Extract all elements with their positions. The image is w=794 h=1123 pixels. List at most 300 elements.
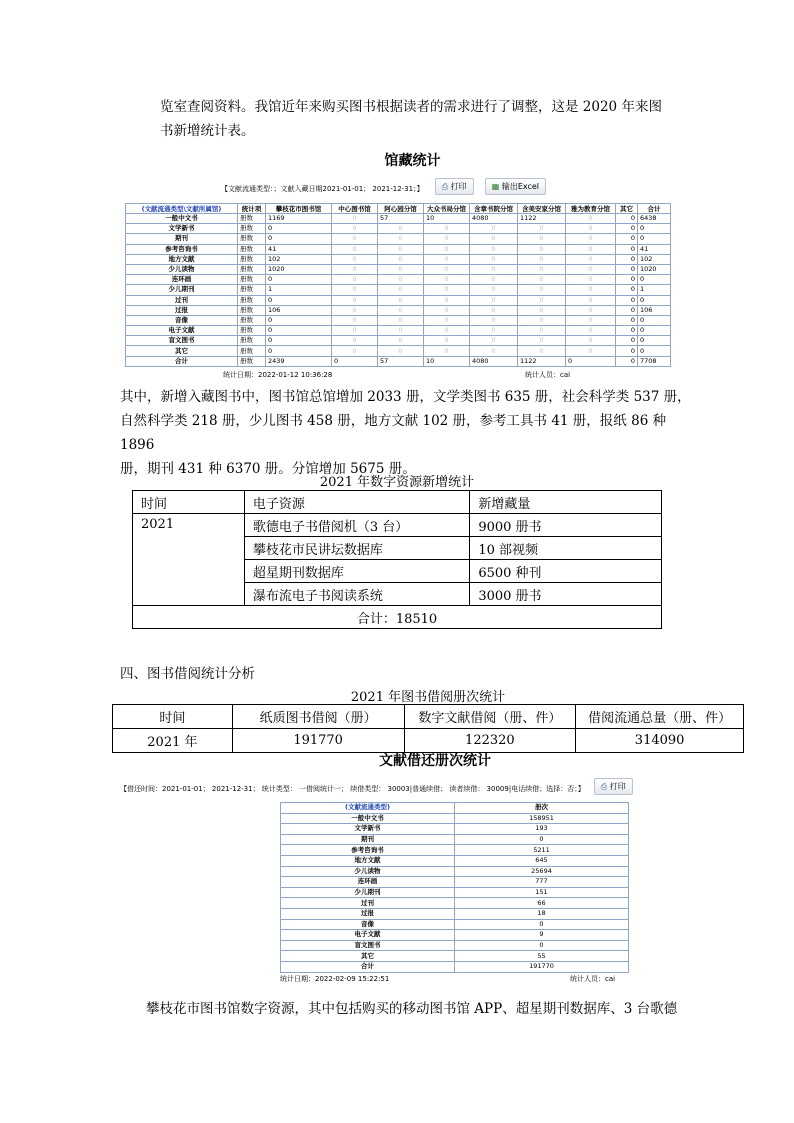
category-cell: 一般中文书 <box>281 813 455 824</box>
value-cell: 0 <box>518 244 566 254</box>
value-cell: 0 <box>266 336 332 346</box>
value-cell: 0 <box>616 295 638 305</box>
value-cell: 0 <box>566 224 616 234</box>
table-row <box>126 295 671 305</box>
value-cell: 0 <box>424 336 470 346</box>
count-cell: 5211 <box>455 845 629 856</box>
value-cell: 0 <box>638 346 671 356</box>
export-excel-button[interactable] <box>485 178 546 195</box>
column-header[interactable]: (文献流通类型) <box>281 803 455 814</box>
value-cell: 10 <box>424 356 470 366</box>
value-cell: 0 <box>266 326 332 336</box>
value-cell: 0 <box>266 295 332 305</box>
column-header: 含章书院分馆 <box>470 204 518 214</box>
value-cell: 0 <box>566 285 616 295</box>
value-cell: 0 <box>332 336 378 346</box>
value-cell: 1 <box>266 285 332 295</box>
value-cell: 0 <box>638 336 671 346</box>
print-button[interactable] <box>435 178 474 195</box>
value-cell: 0 <box>616 305 638 315</box>
section-heading: 四、图书借阅统计分析 <box>120 666 255 682</box>
table-header-row <box>281 803 629 814</box>
value-cell: 0 <box>470 295 518 305</box>
item-cell: 册数 <box>238 234 266 244</box>
value-cell: 0 <box>378 336 424 346</box>
value-cell: 0 <box>378 326 424 336</box>
value-cell: 0 <box>518 326 566 336</box>
table-row <box>126 305 671 315</box>
category-cell: 过报 <box>126 305 238 315</box>
collection-stats-title: 馆藏统计 <box>384 153 441 169</box>
category-cell: 连环画 <box>281 877 455 888</box>
column-header: 纸质图书借阅（册） <box>232 705 404 729</box>
collection-summary-paragraph <box>120 385 700 481</box>
table-row <box>126 264 671 274</box>
value-cell: 0 <box>332 305 378 315</box>
value-cell: 0 <box>616 356 638 366</box>
value-cell: 102 <box>638 254 671 264</box>
value-cell: 0 <box>332 254 378 264</box>
value-cell: 10 <box>424 214 470 224</box>
value-cell: 2439 <box>266 356 332 366</box>
resource-cell: 歌德电子书借阅机（3 台） <box>244 514 470 537</box>
value-cell: 0 <box>616 214 638 224</box>
table-row <box>281 919 629 930</box>
table-row <box>126 326 671 336</box>
value-cell: 4080 <box>470 214 518 224</box>
value-cell: 1122 <box>518 214 566 224</box>
value-cell: 0 <box>332 285 378 295</box>
table-row <box>126 244 671 254</box>
category-cell: 音像 <box>126 315 238 325</box>
category-cell: 文学新书 <box>126 224 238 234</box>
value-cell: 0 <box>566 326 616 336</box>
value-cell: 0 <box>424 224 470 234</box>
value-cell: 0 <box>616 315 638 325</box>
table-row <box>126 224 671 234</box>
value-cell: 0 <box>470 264 518 274</box>
value-cell: 0 <box>266 224 332 234</box>
collection-filter-text: 【文献流通类型：；文献入藏日期2021-01-01； 2021-12-31；】 <box>221 185 424 193</box>
value-cell: 0 <box>332 234 378 244</box>
count-cell: 55 <box>455 951 629 962</box>
table-row <box>281 813 629 824</box>
value-cell: 0 <box>518 336 566 346</box>
value-cell: 0 <box>378 295 424 305</box>
value-cell: 0 <box>378 254 424 264</box>
value-cell: 1169 <box>266 214 332 224</box>
value-cell: 0 <box>518 305 566 315</box>
category-cell: 过刊 <box>126 295 238 305</box>
value-cell: 0 <box>424 305 470 315</box>
table-row <box>126 346 671 356</box>
value-cell: 0 <box>518 264 566 274</box>
column-header: 合计 <box>638 204 671 214</box>
value-cell: 7708 <box>638 356 671 366</box>
table-row <box>126 285 671 295</box>
table-total-row <box>133 606 662 629</box>
value-cell: 0 <box>266 234 332 244</box>
borrow-footer-date: 统计日期：2022-02-09 15:22:51 <box>280 975 390 983</box>
value-cell: 0 <box>470 315 518 325</box>
value-cell: 0 <box>470 224 518 234</box>
value-cell: 0 <box>424 285 470 295</box>
borrow-footer-user: 统计人员：cai <box>570 975 616 983</box>
value-cell: 0 <box>266 346 332 356</box>
summary-line: 册，期刊 431 种 6370 册。分馆增加 5675 册。 <box>120 461 416 477</box>
collection-footer-date: 统计日期：2022-01-12 10:36:28 <box>223 370 333 379</box>
value-cell: 0 <box>424 254 470 264</box>
value-cell: 0 <box>266 315 332 325</box>
value-cell: 0 <box>616 264 638 274</box>
count-cell: 25694 <box>455 866 629 877</box>
value-cell: 0 <box>566 214 616 224</box>
value-cell: 0 <box>638 326 671 336</box>
category-cell: 其它 <box>281 951 455 962</box>
value-cell: 0 <box>332 356 378 366</box>
amount-cell: 6500 种刊 <box>470 560 662 583</box>
value-cell: 4080 <box>470 356 518 366</box>
value-cell: 0 <box>378 244 424 254</box>
item-cell: 册数 <box>238 285 266 295</box>
value-cell: 0 <box>470 234 518 244</box>
table-row <box>126 275 671 285</box>
table-cell: 191770 <box>232 729 404 753</box>
borrow-summary-table <box>112 704 744 753</box>
column-header: 攀枝花市图书馆 <box>266 204 332 214</box>
printer-icon: ⎙ <box>441 182 449 191</box>
table-row <box>281 877 629 888</box>
value-cell: 0 <box>566 305 616 315</box>
print-button-label: 打印 <box>450 182 467 191</box>
count-cell: 18 <box>455 908 629 919</box>
value-cell: 0 <box>566 336 616 346</box>
value-cell: 0 <box>332 275 378 285</box>
item-cell: 册数 <box>238 254 266 264</box>
table-row <box>126 214 671 224</box>
collection-stats-table <box>125 203 671 367</box>
digital-resources-table <box>132 490 662 629</box>
table-row <box>281 834 629 845</box>
table-row <box>281 908 629 919</box>
category-cell: 少儿读物 <box>281 866 455 877</box>
column-header: 阿心园分馆 <box>378 204 424 214</box>
value-cell: 0 <box>518 346 566 356</box>
value-cell: 106 <box>266 305 332 315</box>
item-cell: 册数 <box>238 264 266 274</box>
value-cell: 0 <box>616 346 638 356</box>
column-header: 册次 <box>455 803 629 814</box>
value-cell: 0 <box>470 305 518 315</box>
category-cell: 期刊 <box>126 234 238 244</box>
value-cell: 0 <box>378 305 424 315</box>
value-cell: 0 <box>424 264 470 274</box>
value-cell: 0 <box>616 326 638 336</box>
column-header: 时间 <box>113 705 233 729</box>
table-header-row <box>113 705 744 729</box>
value-cell: 1020 <box>266 264 332 274</box>
value-cell: 0 <box>332 244 378 254</box>
table-row <box>281 824 629 835</box>
borrow-filter-text: 【借还时间：2021-01-01； 2021-12-31； 统计类型： 一借阅统计一； 续借类型： 30003|普通续借； 读者续借： 30009|电话续借；选择：否；】 <box>120 785 585 793</box>
print-button[interactable] <box>594 778 633 795</box>
column-header: 中心图书馆 <box>332 204 378 214</box>
excel-icon: ▦ <box>491 182 500 191</box>
count-cell: 158951 <box>455 813 629 824</box>
borrow-stats-table <box>280 802 629 973</box>
column-header: 数字文献借阅（册、件） <box>404 705 576 729</box>
value-cell: 1020 <box>638 264 671 274</box>
category-cell: 电子文献 <box>281 930 455 941</box>
value-cell: 0 <box>378 234 424 244</box>
value-cell: 0 <box>638 295 671 305</box>
value-cell: 0 <box>424 326 470 336</box>
amount-cell: 10 部视频 <box>470 537 662 560</box>
value-cell: 0 <box>424 295 470 305</box>
value-cell: 41 <box>638 244 671 254</box>
value-cell: 0 <box>566 234 616 244</box>
count-cell: 0 <box>455 919 629 930</box>
value-cell: 0 <box>566 264 616 274</box>
table-cell: 2021 年 <box>113 729 233 753</box>
value-cell: 0 <box>378 285 424 295</box>
value-cell: 0 <box>378 275 424 285</box>
value-cell: 6438 <box>638 214 671 224</box>
collection-stats-screenshot <box>125 150 670 381</box>
value-cell: 0 <box>638 275 671 285</box>
value-cell: 0 <box>566 244 616 254</box>
value-cell: 0 <box>638 224 671 234</box>
category-cell: 期刊 <box>281 834 455 845</box>
value-cell: 0 <box>638 315 671 325</box>
value-cell: 0 <box>332 346 378 356</box>
value-cell: 0 <box>424 234 470 244</box>
export-excel-button-label: 输出Excel <box>501 182 540 191</box>
table-header-row <box>133 491 662 514</box>
value-cell: 0 <box>470 275 518 285</box>
value-cell: 57 <box>378 214 424 224</box>
item-cell: 册数 <box>238 214 266 224</box>
value-cell: 0 <box>424 346 470 356</box>
value-cell: 0 <box>332 214 378 224</box>
value-cell: 0 <box>266 275 332 285</box>
intro-paragraph <box>160 95 700 143</box>
category-cell: 一般中文书 <box>126 214 238 224</box>
table-row <box>126 336 671 346</box>
category-cell: 地方文献 <box>281 855 455 866</box>
column-header: 借阅流通总量（册、件） <box>576 705 744 729</box>
category-cell: 文学新书 <box>281 824 455 835</box>
category-cell: 少儿期刊 <box>126 285 238 295</box>
category-cell: 参考咨询书 <box>281 845 455 856</box>
digital-table-caption: 2021 年数字资源新增统计 <box>319 475 475 490</box>
table-row <box>281 898 629 909</box>
table-row <box>281 940 629 951</box>
borrow-stats-title: 文献借还册次统计 <box>379 753 491 769</box>
table-cell: 122320 <box>404 729 576 753</box>
table-row <box>281 866 629 877</box>
value-cell: 0 <box>332 315 378 325</box>
resource-cell: 瀑布流电子书阅读系统 <box>244 583 470 606</box>
column-header[interactable]: (文献流通类型\文献所属馆) <box>126 204 238 214</box>
item-cell: 册数 <box>238 315 266 325</box>
count-cell: 0 <box>455 940 629 951</box>
value-cell: 0 <box>566 295 616 305</box>
value-cell: 0 <box>470 254 518 264</box>
value-cell: 0 <box>518 254 566 264</box>
category-cell: 连环画 <box>126 275 238 285</box>
value-cell: 0 <box>332 295 378 305</box>
value-cell: 1122 <box>518 356 566 366</box>
table-row <box>113 729 744 753</box>
value-cell: 0 <box>616 336 638 346</box>
value-cell: 0 <box>378 224 424 234</box>
value-cell: 0 <box>616 234 638 244</box>
count-cell: 777 <box>455 877 629 888</box>
value-cell: 0 <box>424 244 470 254</box>
count-cell: 151 <box>455 887 629 898</box>
item-cell: 册数 <box>238 275 266 285</box>
intro-line: 书新增统计表。 <box>160 123 255 139</box>
value-cell: 0 <box>518 315 566 325</box>
column-header: 统计项 <box>238 204 266 214</box>
total-cell: 合计：18510 <box>133 606 662 629</box>
count-cell: 9 <box>455 930 629 941</box>
table-row <box>281 930 629 941</box>
category-cell: 盲文图书 <box>281 940 455 951</box>
category-cell: 少儿期刊 <box>281 887 455 898</box>
value-cell: 0 <box>616 285 638 295</box>
value-cell: 0 <box>616 254 638 264</box>
item-cell: 册数 <box>238 326 266 336</box>
year-cell: 2021 <box>133 514 245 606</box>
count-cell: 0 <box>455 834 629 845</box>
table-row <box>281 961 629 972</box>
table-row <box>281 887 629 898</box>
value-cell: 0 <box>470 244 518 254</box>
table-row <box>281 845 629 856</box>
column-header: 时间 <box>133 491 245 514</box>
count-cell: 193 <box>455 824 629 835</box>
category-cell: 其它 <box>126 346 238 356</box>
table-cell: 314090 <box>576 729 744 753</box>
intro-line: 览室查阅资料。我馆近年来购买图书根据读者的需求进行了调整，这是 2020 年来图 <box>160 99 662 115</box>
item-cell: 册数 <box>238 356 266 366</box>
value-cell: 0 <box>616 244 638 254</box>
resource-cell: 攀枝花市民讲坛数据库 <box>244 537 470 560</box>
value-cell: 0 <box>566 254 616 264</box>
category-cell: 地方文献 <box>126 254 238 264</box>
value-cell: 1 <box>638 285 671 295</box>
value-cell: 0 <box>424 315 470 325</box>
category-cell: 合计 <box>126 356 238 366</box>
column-header: 含美安家分馆 <box>518 204 566 214</box>
category-cell: 合计 <box>281 961 455 972</box>
item-cell: 册数 <box>238 336 266 346</box>
item-cell: 册数 <box>238 305 266 315</box>
value-cell: 0 <box>424 275 470 285</box>
value-cell: 0 <box>332 326 378 336</box>
value-cell: 0 <box>566 315 616 325</box>
value-cell: 0 <box>470 336 518 346</box>
table-header-row <box>126 204 671 214</box>
value-cell: 0 <box>518 234 566 244</box>
printer-icon: ⎙ <box>600 782 608 791</box>
count-cell: 191770 <box>455 961 629 972</box>
item-cell: 册数 <box>238 295 266 305</box>
resource-cell: 超星期刊数据库 <box>244 560 470 583</box>
value-cell: 0 <box>470 326 518 336</box>
value-cell: 0 <box>518 285 566 295</box>
category-cell: 少儿读物 <box>126 264 238 274</box>
item-cell: 册数 <box>238 244 266 254</box>
category-cell: 过报 <box>281 908 455 919</box>
collection-footer-user: 统计人员：cai <box>525 370 571 379</box>
value-cell: 41 <box>266 244 332 254</box>
value-cell: 0 <box>566 356 616 366</box>
final-paragraph-line: 攀枝花市图书馆数字资源，其中包括购买的移动图书馆 APP、超星期刊数据库、3 台歌德 <box>146 1001 678 1017</box>
summary-line: 自然科学类 218 册，少儿图书 458 册，地方文献 102 册，参考工具书 41 册，报纸 86 种 1896 <box>120 413 667 453</box>
table-row <box>133 514 662 537</box>
value-cell: 0 <box>378 315 424 325</box>
count-cell: 645 <box>455 855 629 866</box>
category-cell: 过刊 <box>281 898 455 909</box>
value-cell: 0 <box>616 224 638 234</box>
value-cell: 0 <box>616 275 638 285</box>
amount-cell: 9000 册书 <box>470 514 662 537</box>
table-row <box>126 315 671 325</box>
amount-cell: 3000 册书 <box>470 583 662 606</box>
count-cell: 66 <box>455 898 629 909</box>
value-cell: 0 <box>470 346 518 356</box>
value-cell: 0 <box>566 346 616 356</box>
value-cell: 0 <box>518 224 566 234</box>
value-cell: 0 <box>518 295 566 305</box>
value-cell: 0 <box>518 275 566 285</box>
table-row <box>281 951 629 962</box>
value-cell: 0 <box>470 285 518 295</box>
value-cell: 0 <box>332 264 378 274</box>
value-cell: 0 <box>378 346 424 356</box>
value-cell: 57 <box>378 356 424 366</box>
category-cell: 参考咨询书 <box>126 244 238 254</box>
item-cell: 册数 <box>238 224 266 234</box>
value-cell: 102 <box>266 254 332 264</box>
category-cell: 盲文图书 <box>126 336 238 346</box>
table-row <box>126 234 671 244</box>
table-row <box>126 356 671 366</box>
value-cell: 0 <box>566 275 616 285</box>
value-cell: 0 <box>378 264 424 274</box>
table-row <box>126 254 671 264</box>
item-cell: 册数 <box>238 346 266 356</box>
column-header: 大众书局分馆 <box>424 204 470 214</box>
column-header: 电子资源 <box>244 491 470 514</box>
column-header: 其它 <box>616 204 638 214</box>
borrow-stats-screenshot <box>120 750 720 983</box>
print-button-label: 打印 <box>609 782 626 791</box>
value-cell: 106 <box>638 305 671 315</box>
borrow-table-caption: 2021 年图书借阅册次统计 <box>350 690 506 705</box>
category-cell: 音像 <box>281 919 455 930</box>
summary-line: 其中，新增入藏图书中，图书馆总馆增加 2033 册，文学类图书 635 册，社会科学类 537 册， <box>120 389 691 405</box>
table-row <box>281 855 629 866</box>
column-header: 雅为教育分馆 <box>566 204 616 214</box>
value-cell: 0 <box>332 224 378 234</box>
category-cell: 电子文献 <box>126 326 238 336</box>
column-header: 新增藏量 <box>470 491 662 514</box>
value-cell: 0 <box>638 234 671 244</box>
